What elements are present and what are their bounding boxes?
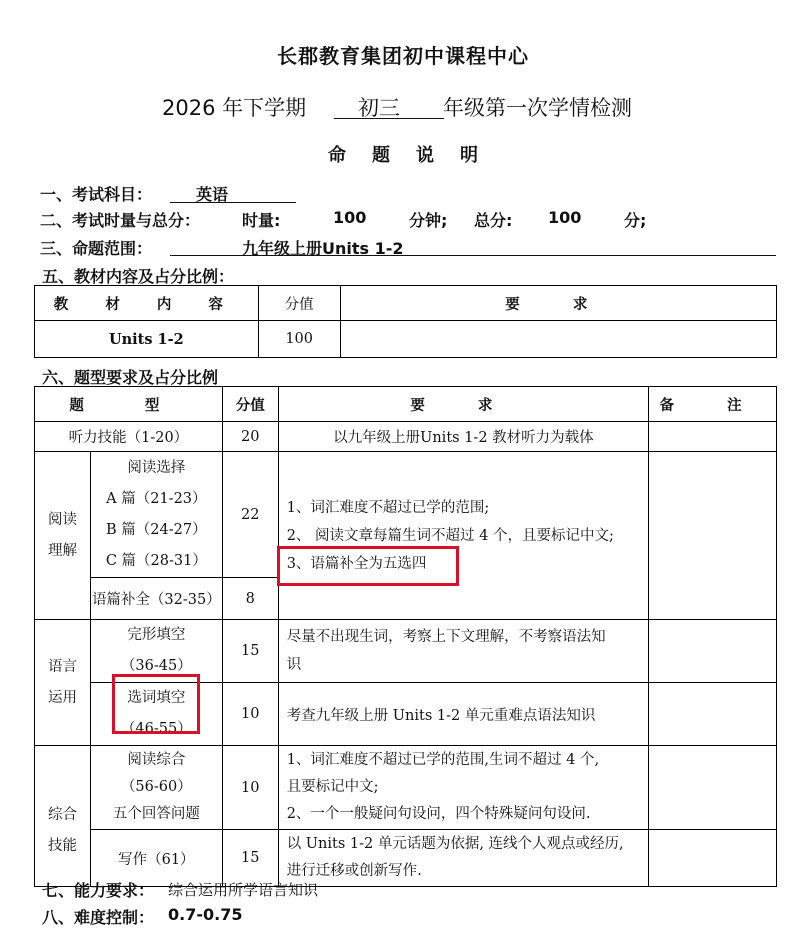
requirement-cell [340,321,776,358]
reading-completion: 语篇补全（32-35） [90,578,222,620]
header-score: 分值 [258,286,340,321]
difficulty-value: 0.7-0.75 [168,905,243,924]
header-type: 题 型 [35,387,223,422]
total-value: 100 [548,208,582,227]
listening-score: 20 [222,422,278,452]
exam-term: 2026 年下学期 [162,96,307,120]
highlight-box-seven-choose-four [277,546,459,586]
content-cell: Units 1-2 [35,321,259,358]
listening-req: 以九年级上册Units 1-2 教材听力为载体 [278,422,648,452]
writing-score: 15 [222,830,278,887]
table-header-row [35,387,777,422]
score-cell: 100 [258,321,340,358]
subject-value: 英语 [196,185,229,204]
exam-grade: 初三 [358,96,400,120]
table-row [35,321,777,358]
word-fill-remarks [649,683,777,746]
listening-type: 听力技能（1-20） [35,422,223,452]
table-header-row [35,286,777,321]
highlight-box-word-fill [112,674,200,734]
word-fill-cell: 选词填空 （46-55） [90,683,222,746]
time-unit: 分钟; [409,211,448,230]
table-row-reading-integrated [35,746,777,830]
section-6-label: 六、题型要求及占分比例 [42,368,219,387]
cloze-score: 15 [222,620,278,683]
question-type-table [34,386,777,887]
language-group: 语言 运用 [35,620,91,746]
integrated-reading-score: 10 [222,746,278,830]
content-ratio-table [34,285,777,358]
section-8-label: 八、难度控制： [42,908,155,927]
scope-value: 九年级上册Units 1-2 [242,239,404,258]
integrated-reading-req: 1、词汇难度不超过已学的范围,生词不超过 4 个, 且要标记中文; 2、一个一般疑问句设问，四个特殊疑问句设问. [278,746,648,830]
time-value: 100 [333,208,367,227]
section-7-label: 七、能力要求： [42,881,155,900]
header-requirement: 要 求 [340,286,776,321]
integrated-group: 综合 技能 [35,746,91,887]
word-fill-score: 10 [222,683,278,746]
writing-req: 以 Units 1-2 单元话题为依据, 连线个人观点或经历, 进行迁移或创新写作. [278,830,648,887]
reading-group: 阅读 理解 [35,452,91,620]
reading-completion-score: 8 [222,578,278,620]
section-1-label: 一、考试科目： [40,185,153,204]
writing-remarks [649,830,777,887]
reading-choice-score: 22 [222,452,278,578]
header-requirement: 要 求 [278,387,648,422]
cloze-cell: 完形填空 （36-45） [90,620,222,683]
writing-cell: 写作（61） [90,830,222,887]
ability-value: 综合运用所学语言知识 [168,881,319,899]
header-remarks: 备 注 [649,387,777,422]
reading-remarks [649,452,777,620]
listening-remarks [649,422,777,452]
document-org-title: 长郡教育集团初中课程中心 [277,44,529,68]
reading-choice-cell: 阅读选择 A 篇（21-23） B 篇（24-27） C 篇（28-31） [90,452,222,578]
subject-underline [170,202,296,203]
section-3-label: 三、命题范围： [40,239,153,258]
header-score: 分值 [222,387,278,422]
integrated-reading-remarks [649,746,777,830]
word-fill-req: 考查九年级上册 Units 1-2 单元重难点语法知识 [278,683,648,746]
exam-title: 年级第一次学情检测 [443,96,632,120]
cloze-remarks [649,620,777,683]
integrated-reading-cell: 阅读综合 （56-60） 五个回答问题 [90,746,222,830]
total-label: 总分: [474,211,513,230]
section-2-label: 二、考试时量与总分： [40,211,201,230]
reading-req: 1、词汇难度不超过已学的范围; 2、 阅读文章每篇生词不超过 4 个，且要标记中文; 3、语篇补全为五选四 [278,452,648,620]
time-label: 时量: [242,211,281,230]
document-subtitle: 命题说明 [328,145,504,166]
cloze-req: 尽量不出现生词，考察上下文理解，不考察语法知 识 [278,620,648,683]
section-5-label: 五、教材内容及占分比例： [42,267,235,286]
total-unit: 分; [624,211,647,230]
table-row-listening [35,422,777,452]
header-content: 教 材 内 容 [35,286,259,321]
